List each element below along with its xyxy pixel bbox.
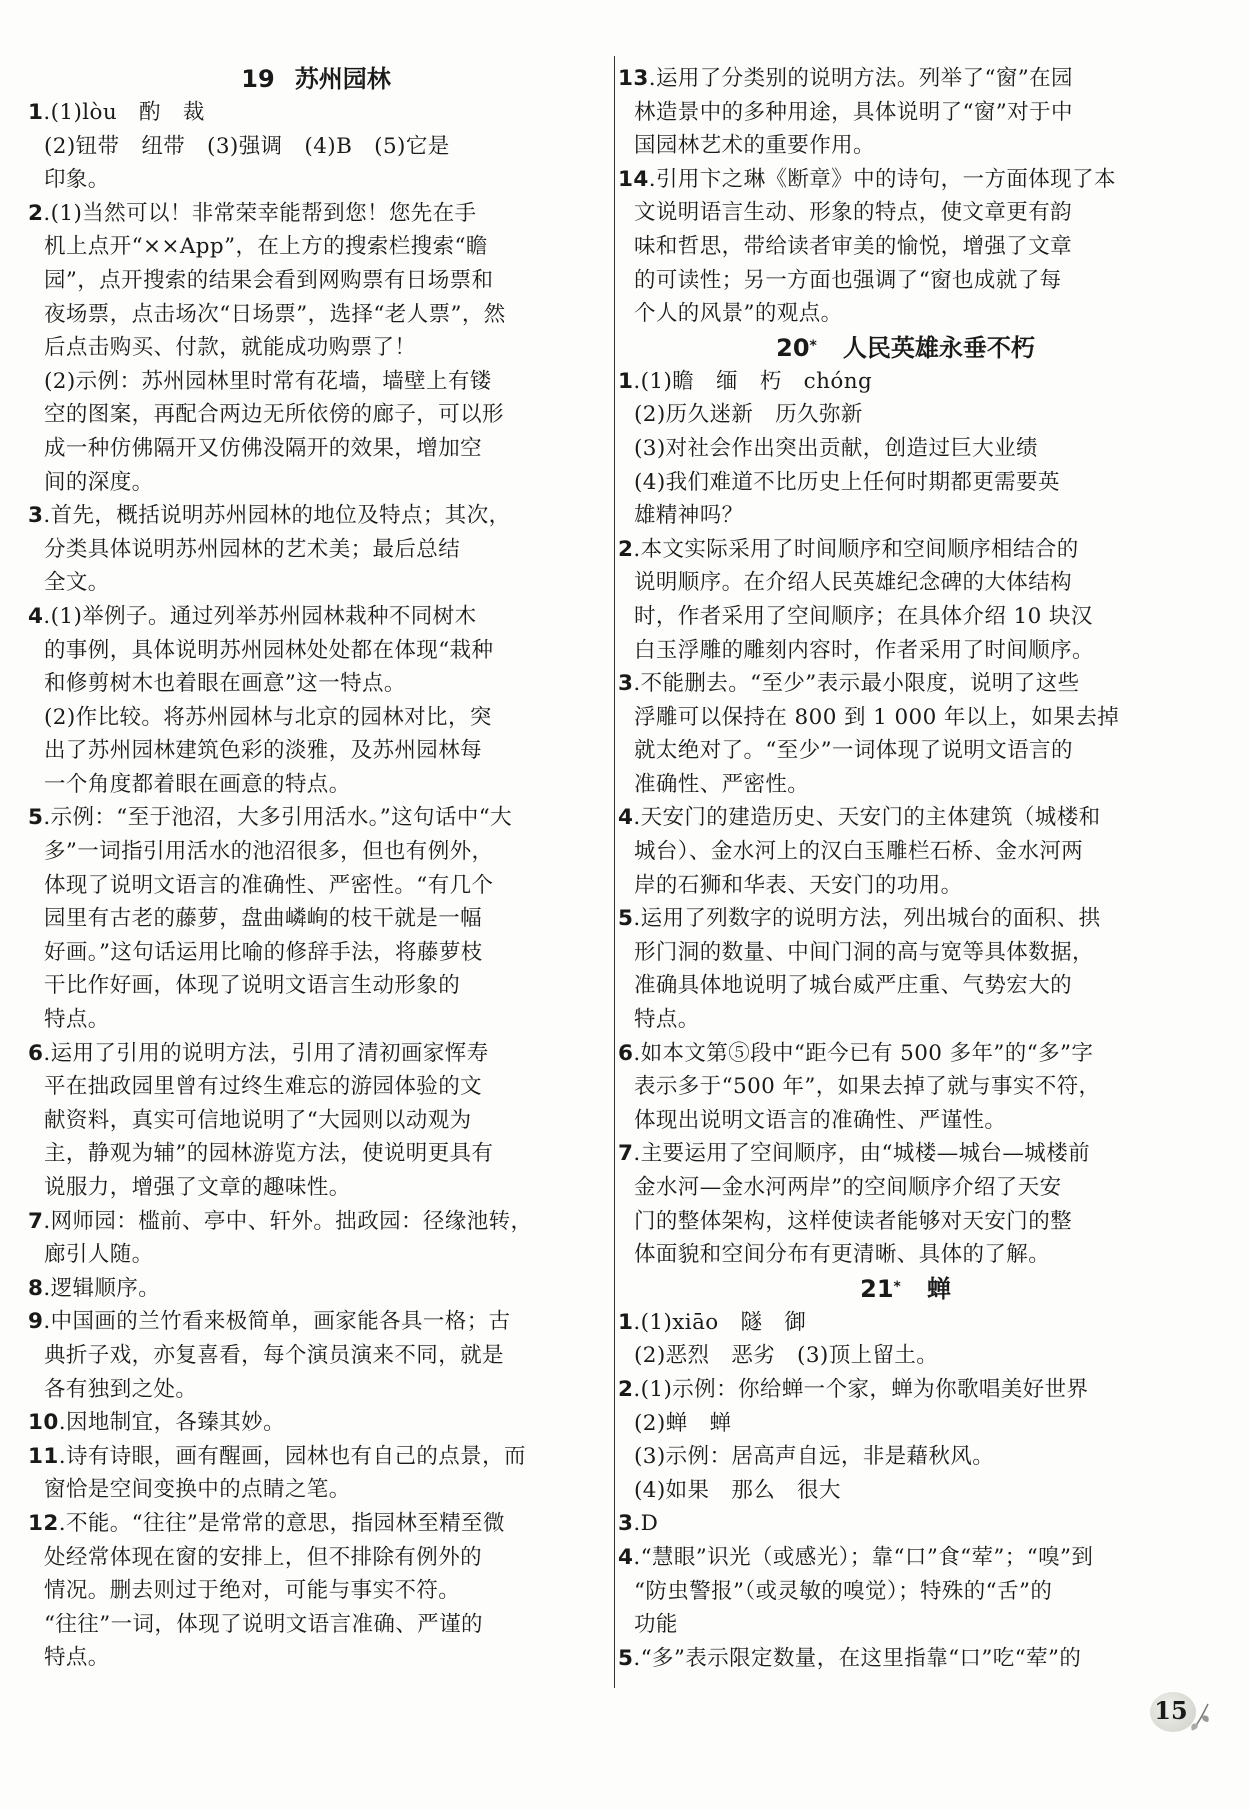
answer-item [618,667,1193,801]
answer-line: (4)我们难道不比历史上任何时期都更需要英 [634,469,1060,495]
answer-line: 8.逻辑顺序。 [28,1275,161,1301]
answer-line: 机上点开“××App”，在上方的搜索栏搜索“瞻 [44,234,488,260]
answer-line: 2.本文实际采用了时间顺序和空间顺序相结合的 [618,536,1079,562]
question-number: 14 [618,166,649,192]
answer-item [618,902,1193,1036]
answer-line: 12.不能。“往往”是常常的意思，指园林至精至微 [28,1510,505,1536]
question-number: 7 [618,1141,634,1167]
answer-line: 功能 [634,1612,678,1638]
answer-line: 岸的石狮和华表、天安门的功用。 [634,872,963,898]
answer-line: 5.“多”表示限定数量，在这里指靠“口”吃“荤”的 [618,1645,1082,1671]
answer-line: 城台）、金水河上的汉白玉雕栏石桥、金水河两 [634,839,1084,865]
answer-line: 园”，点开搜索的结果会看到网购票有日场票和 [44,267,494,293]
question-number: 4 [618,805,634,831]
answer-line: 体现出说明文语言的准确性、严谨性。 [634,1107,1007,1133]
answer-line: 林造景中的多种用途，具体说明了“窗”对于中 [634,99,1073,125]
answer-line: 一个角度都着眼在画意的特点。 [44,771,351,797]
right-answer-list-bottom [618,1306,1193,1676]
answer-line: 6.如本文第⑤段中“距今已有 500 多年”的“多”字 [618,1040,1094,1066]
answer-line: 窗恰是空间变换中的点睛之笔。 [44,1477,351,1503]
answer-line: 文说明语言生动、形象的特点，使文章更有韵 [634,200,1073,226]
answer-line: 特点。 [44,1645,110,1671]
answer-line: 准确性、严密性。 [634,771,810,797]
answer-line: 味和哲思，带给读者审美的愉悦，增强了文章 [634,233,1073,259]
answer-line: (2)作比较。将苏州园林与北京的园林对比，突 [44,704,492,730]
section-heading-21: 21* 蝉 [860,1274,951,1303]
answer-line: 浮雕可以保持在 800 到 1 000 年以上，如果去掉 [634,704,1120,730]
question-number: 3 [28,503,44,529]
question-number: 1 [28,100,44,125]
answer-line: 出了苏州园林建筑色彩的淡雅，及苏州园林每 [44,738,483,764]
answer-line: (4)如果 那么 很大 [634,1477,841,1503]
answer-item [618,801,1193,902]
question-number: 12 [28,1510,59,1536]
answer-line: 夜场票，点击场次“日场票”，选择“老人票”，然 [44,301,506,327]
question-number: 4 [28,603,44,629]
answer-item [28,1440,604,1507]
answer-line: 体现了说明文语言的准确性、严密性。“有几个 [44,872,494,898]
question-number: 10 [28,1410,59,1436]
answer-item [28,197,604,499]
answer-line: 4.天安门的建造历史、天安门的主体建筑（城楼和 [618,805,1101,831]
answer-line: 印象。 [44,167,110,193]
answer-line: 13.运用了分类别的说明方法。列举了“窗”在园 [618,66,1073,91]
question-number: 7 [28,1208,44,1234]
answer-line: 7.网师园：槛前、亭中、轩外。拙政园：径缘池转， [28,1208,533,1234]
answer-line: 处经常体现在窗的安排上，但不排除有例外的 [44,1544,483,1570]
answer-line: 个人的风景”的观点。 [634,301,843,327]
answer-item [28,499,604,600]
answer-item [28,1205,604,1272]
answer-item [28,1507,604,1675]
answer-line: 就太绝对了。“至少”一词体现了说明文语言的 [634,738,1073,764]
answer-line: 成一种仿佛隔开又仿佛没隔开的效果，增加空 [44,435,483,461]
section-heading-20: 20* 人民英雄永垂不朽 [776,333,1035,362]
answer-item [618,1507,1193,1541]
answer-page [28,62,1178,1762]
answer-line: 好画。”这句话运用比喻的修辞手法，将藤萝枝 [44,939,483,965]
answer-item [618,533,1193,667]
answer-item [618,1373,1193,1507]
answer-line: 园里有古老的藤萝，盘曲嶙峋的枝干就是一幅 [44,906,483,932]
answer-line: “防虫警报”（或灵敏的嗅觉）；特殊的“舌”的 [634,1578,1053,1604]
question-number: 3 [618,1511,634,1537]
leaf-icon [1188,1700,1212,1736]
answer-line: 特点。 [634,1007,700,1033]
answer-line: 4.(1)举例子。通过列举苏州园林栽种不同树木 [28,603,477,629]
answer-line: (3)示例：居高声自远，非是藉秋风。 [634,1444,995,1470]
answer-line: (2)蝉 蝉 [634,1410,732,1436]
answer-line: 1.(1)xiāo 隧 御 [618,1309,807,1335]
answer-line: 5.示例：“至于池沼，大多引用活水。”这句话中“大 [28,805,513,831]
answer-item [28,1406,604,1440]
question-number: 5 [28,805,44,831]
answer-item [618,1137,1193,1271]
answer-line: 平在拙政园里曾有过终生难忘的游园体验的文 [44,1074,483,1100]
question-number: 1 [618,1309,634,1335]
question-number: 4 [618,1544,634,1570]
answer-item [28,1305,604,1406]
answer-line: 情况。删去则过于绝对，可能与事实不符。 [44,1578,461,1604]
answer-item [28,96,604,197]
answer-line: 全文。 [44,570,110,596]
answer-line: 体面貌和空间分布有更清晰、具体的了解。 [634,1242,1051,1268]
answer-line: 献资料，真实可信地说明了“大园则以动观为 [44,1107,472,1133]
answer-line: 和修剪树木也着眼在画意”这一特点。 [44,671,406,697]
answer-line: 多”一词指引用活水的池沼很多，但也有例外， [44,839,494,865]
answer-line: 1.(1)lòu 酌 裁 [28,100,205,125]
answer-item [618,163,1193,331]
question-number: 3 [618,671,634,697]
question-number: 11 [28,1443,59,1469]
answer-item [618,62,1193,163]
answer-line: 金水河—金水河两岸”的空间顺序介绍了天安 [634,1175,1062,1200]
question-number: 6 [618,1040,634,1066]
answer-line: 特点。 [44,1007,110,1033]
answer-line: 7.主要运用了空间顺序，由“城楼—城台—城楼前 [618,1141,1091,1167]
answer-item [28,600,604,802]
answer-line: 说服力，增强了文章的趣味性。 [44,1175,351,1200]
answer-line: 时，作者采用了空间顺序；在具体介绍 10 块汉 [634,603,1093,629]
answer-line: (2)钮带 纽带 (3)强调 (4)B (5)它是 [44,133,450,159]
question-number: 5 [618,906,634,932]
answer-line: 廊引人随。 [44,1242,154,1268]
answer-line: 10.因地制宜，各臻其妙。 [28,1410,285,1436]
answer-line: 主，静观为辅”的园林游览方法，使说明更具有 [44,1141,494,1167]
question-number: 8 [28,1275,44,1301]
answer-line: 雄精神吗？ [634,503,744,529]
answer-line: (2)示例：苏州园林里时常有花墙，墙壁上有镂 [44,368,492,394]
question-number: 6 [28,1040,44,1066]
answer-item [28,1037,604,1205]
answer-line: 间的深度。 [44,469,154,495]
answer-line: (2)恶烈 恶劣 (3)顶上留土。 [634,1343,939,1369]
answer-line: 准确具体地说明了城台威严庄重、气势宏大的 [634,973,1073,999]
left-answer-list [28,96,604,1675]
question-number: 2 [618,1376,634,1402]
answer-line: 的事例，具体说明苏州园林处处都在体现“栽种 [44,637,494,663]
answer-line: (2)历久迷新 历久弥新 [634,402,863,428]
answer-line: 14.引用卞之琳《断章》中的诗句，一方面体现了本 [618,166,1116,192]
answer-line: 3.不能删去。“至少”表示最小限度，说明了这些 [618,671,1080,697]
answer-line: 4.“慧眼”识光（或感光）；靠“口”食“荤”；“嗅”到 [618,1544,1094,1570]
answer-item [28,801,604,1036]
answer-line: 5.运用了列数字的说明方法，列出城台的面积、拱 [618,906,1101,932]
section-heading-19: 19 苏州园林 [241,65,391,93]
answer-line: “往往”一词，体现了说明文语言准确、严谨的 [44,1611,483,1637]
answer-line: 分类具体说明苏州园林的艺术美；最后总结 [44,536,461,562]
answer-line: 6.运用了引用的说明方法，引用了清初画家恽寿 [28,1040,489,1066]
question-number: 9 [28,1309,44,1335]
answer-line: 白玉浮雕的雕刻内容时，作者采用了时间顺序。 [634,637,1094,663]
right-column [618,62,1193,1675]
answer-line: 形门洞的数量、中间门洞的高与宽等具体数据， [634,939,1094,965]
answer-item [618,365,1193,533]
answer-line: 11.诗有诗眼，画有醒画，园林也有自己的点景，而 [28,1443,526,1469]
right-answer-list-top [618,62,1193,331]
answer-line: 各有独到之处。 [44,1376,198,1402]
answer-line: 的可读性；另一方面也强调了“窗也成就了每 [634,267,1062,293]
answer-line: 干比作好画，体现了说明文语言生动形象的 [44,973,461,999]
answer-line: 3.首先，概括说明苏州园林的地位及特点；其次， [28,503,511,529]
answer-item [618,1037,1193,1138]
question-number: 5 [618,1645,634,1671]
question-number: 1 [618,368,634,394]
page-number: 15 [1154,1695,1188,1725]
answer-line: 典折子戏，亦复喜看，每个演员演来不同，就是 [44,1342,504,1368]
question-number: 2 [618,536,634,562]
answer-line: 表示多于“500 年”，如果去掉了就与事实不符， [634,1074,1101,1100]
answer-line: 2.(1)示例：你给蝉一个家，蝉为你歌唱美好世界 [618,1376,1089,1402]
question-number: 2 [28,200,44,226]
answer-item [28,1272,604,1306]
answer-line: 空的图案，再配合两边无所依傍的廊子，可以形 [44,402,504,428]
left-column [28,62,604,1675]
answer-item [618,1541,1193,1642]
answer-line: 说明顺序。在介绍人民英雄纪念碑的大体结构 [634,570,1073,596]
answer-line: 3.D [618,1511,659,1537]
answer-line: 国园林艺术的重要作用。 [634,133,875,159]
answer-item [618,1306,1193,1373]
answer-line: 9.中国画的兰竹看来极简单，画家能各具一格；古 [28,1309,511,1335]
answer-line: 门的整体架构，这样使读者能够对天安门的整 [634,1208,1073,1234]
answer-line: 2.(1)当然可以！非常荣幸能帮到您！您先在手 [28,200,477,226]
question-number: 13 [618,66,649,91]
answer-line: (3)对社会作出突出贡献，创造过巨大业绩 [634,435,1038,461]
answer-line: 1.(1)瞻 缅 朽 chóng [618,368,873,394]
column-divider [614,56,615,1688]
answer-line: 后点击购买、付款，就能成功购票了！ [44,335,417,361]
answer-item [618,1642,1193,1676]
right-answer-list-mid [618,365,1193,1272]
